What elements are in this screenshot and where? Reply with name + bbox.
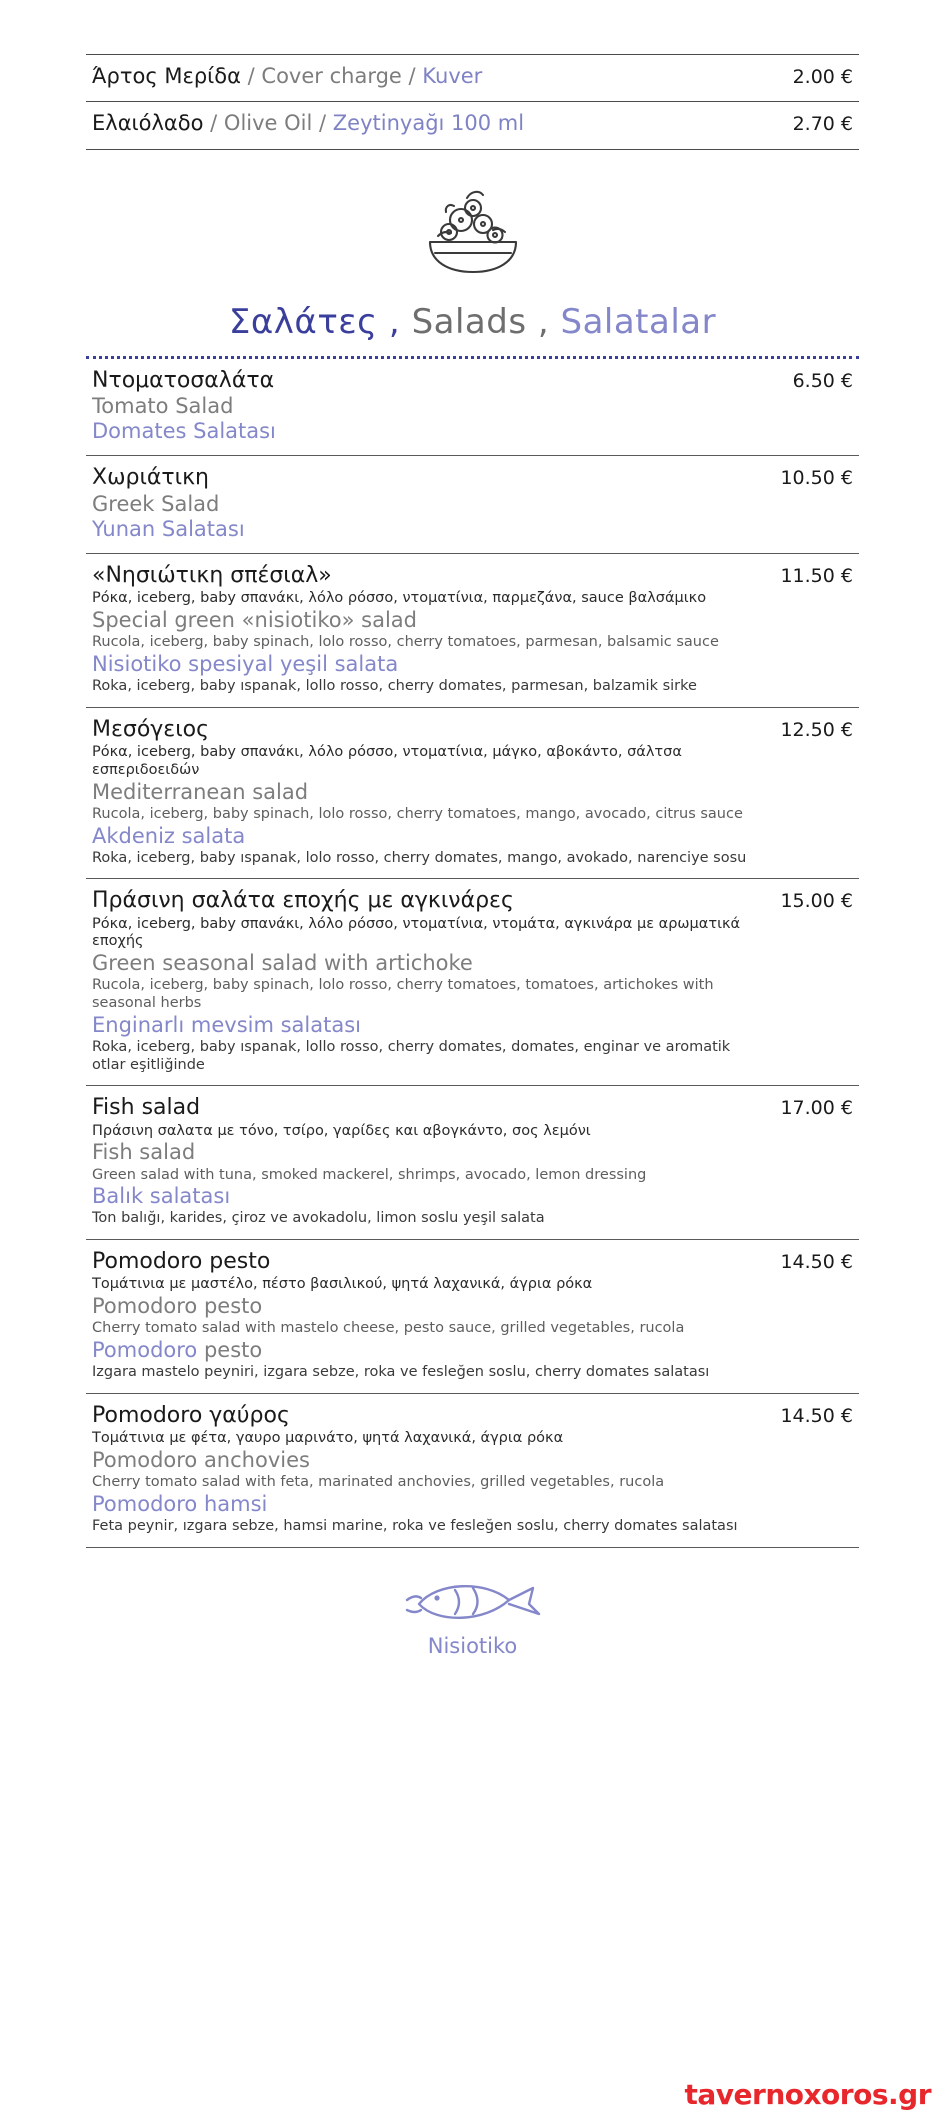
name-separator: / (319, 111, 327, 136)
menu-item-title-english: Green seasonal salad with artichoke (92, 951, 473, 976)
menu-item-desc-turkish: Ton balığı, karides, çiroz ve avokadolu, limon soslu yeşil salata (92, 1210, 545, 1227)
menu-item-price: 14.50 € (780, 1251, 853, 1274)
menu-item-body (92, 465, 780, 542)
menu-item (86, 879, 859, 1086)
menu-item-title-greek: Pomodoro γαύρος (92, 1402, 290, 1428)
menu-item-desc-greek: Πράσινη σαλατα με τόνο, τσίρο, γαρίδες και αβογκάντο, σος λεμόνι (92, 1122, 591, 1139)
menu-item-title-english: Special green «nisiotiko» salad (92, 608, 417, 633)
menu-item-title-english: Pomodoro pesto (92, 1294, 263, 1319)
menu-item-body (92, 1095, 780, 1228)
section-title-english: Salads , (411, 301, 550, 342)
menu-item-price: 12.50 € (780, 718, 853, 741)
menu-item-title-turkish: Yunan Salatası (92, 516, 245, 541)
section-title-turkish: Salatalar (560, 301, 717, 342)
footer (0, 1574, 945, 1658)
menu-item-body (92, 717, 780, 868)
salad-bowl-icon-wrapper (0, 184, 945, 280)
item-name-turkish: Kuver (422, 64, 483, 88)
footer-brand-label: Nisiotiko (427, 1633, 518, 1658)
menu-item-desc-greek: Τομάτινια με φέτα, γαυρο μαρινάτο, ψητά λαχανικά, άγρια ρόκα (92, 1430, 564, 1447)
menu-item-title-turkish: Enginarlı mevsim salatası (92, 1012, 362, 1037)
menu-item-desc-turkish: Roka, iceberg, baby ıspanak, lollo rosso, cherry domates, parmesan, balzamik sirke (92, 678, 697, 695)
item-names (92, 63, 482, 89)
menu-item-desc-english: Rucola, iceberg, baby spinach, lolo rosso, cherry tomatoes, tomatoes, artichokes with seasonal herbs (92, 977, 714, 1012)
menu-item-desc-turkish: Roka, iceberg, baby ıspanak, lolo rosso, cherry domates, mango, avokado, narenciye sosu (92, 849, 747, 866)
menu-item-title-turkish: Nisiotiko spesiyal yeşil salata (92, 651, 399, 676)
salad-bowl-icon (421, 184, 525, 280)
menu-item-title-turkish-word1: Pomodoro (92, 1338, 198, 1363)
menu-item-price: 6.50 € (792, 369, 853, 392)
menu-item-title-greek: Fish salad (92, 1095, 201, 1121)
menu-item-title-english: Tomato Salad (92, 393, 234, 418)
menu-item-body (92, 1403, 780, 1536)
cover-charge-section (86, 54, 859, 150)
menu-item-title-greek: Πράσινη σαλάτα εποχής με αγκινάρες (92, 888, 514, 914)
menu-item-title-greek: «Νησιώτικη σπέσιαλ» (92, 563, 332, 589)
menu-item-title-english: Mediterranean salad (92, 779, 309, 804)
menu-item-desc-greek: Τομάτινια με μαστέλο, πέστο βασιλικού, ψητά λαχανικά, άγρια ρόκα (92, 1276, 593, 1293)
menu-item-title-turkish: Akdeniz salata (92, 823, 246, 848)
menu-item-desc-english: Rucola, iceberg, baby spinach, lolo rosso, cherry tomatoes, mango, avocado, citrus sauce (92, 805, 743, 822)
menu-item-title-greek: Ντοματοσαλάτα (92, 367, 275, 393)
item-name-turkish: Zeytinyağı 100 ml (332, 111, 525, 136)
menu-item-title-turkish-word2: pesto (203, 1338, 263, 1363)
name-separator: / (210, 111, 218, 136)
menu-item-desc-english: Cherry tomato salad with mastelo cheese, pesto sauce, grilled vegetables, rucola (92, 1320, 685, 1337)
menu-row-olive-oil (86, 102, 859, 149)
name-separator: / (247, 64, 255, 88)
menu-item-title-english: Greek Salad (92, 491, 220, 516)
menu-item-desc-greek: Ρόκα, iceberg, baby σπανάκι, λόλο ρόσσο, ντοματίνια, ντομάτα, αγκινάρα με αρωματικά εποχής (92, 915, 741, 950)
menu-item-price: 14.50 € (780, 1404, 853, 1427)
menu-item-title-greek: Pomodoro pesto (92, 1249, 271, 1275)
item-name-english: Olive Oil (223, 111, 313, 136)
menu-item (86, 456, 859, 554)
menu-item-body (92, 563, 780, 696)
menu-item-desc-greek: Ρόκα, iceberg, baby σπανάκι, λόλο ρόσσο, ντοματίνια, μάγκο, αβοκάντο, σάλτσα εσπεριδοειδών (92, 744, 682, 778)
menu-item-title-turkish: Balık salatası (92, 1184, 231, 1209)
item-names (92, 110, 524, 136)
menu-item-body (92, 1249, 780, 1382)
menu-item-price: 10.50 € (780, 467, 853, 490)
menu-item (86, 1394, 859, 1548)
menu-item-body (92, 888, 780, 1074)
menu-items-list (86, 356, 859, 1548)
menu-item-price: 15.00 € (780, 890, 853, 913)
menu-item-desc-english: Cherry tomato salad with feta, marinated anchovies, grilled vegetables, rucola (92, 1474, 665, 1491)
section-title-greek: Σαλάτες , (228, 301, 401, 342)
menu-item-title-greek: Μεσόγειος (92, 716, 210, 742)
item-name-greek: Ελαιόλαδο (92, 111, 204, 136)
watermark: tavernoxoros.gr (684, 2078, 931, 2111)
menu-item (86, 359, 859, 457)
menu-item-title-turkish: Domates Salatası (92, 419, 276, 444)
menu-item-desc-english: Rucola, iceberg, baby spinach, lolo rosso, cherry tomatoes, parmesan, balsamic sauce (92, 634, 719, 651)
menu-item-title-english: Pomodoro anchovies (92, 1448, 310, 1472)
menu-item-title-greek: Χωριάτικη (92, 465, 210, 491)
menu-item-title-turkish (92, 1338, 764, 1363)
item-price: 2.70 € (792, 113, 853, 136)
section-title-salads (0, 302, 945, 342)
menu-item (86, 708, 859, 880)
menu-item (86, 554, 859, 708)
menu-item-title-turkish: Pomodoro hamsi (92, 1491, 268, 1516)
menu-item-title-english: Fish salad (92, 1140, 196, 1165)
menu-item-body (92, 368, 793, 445)
menu-item-desc-turkish: Roka, iceberg, baby ıspanak, lollo rosso, cherry domates, domates, enginar ve aromatik otlar eşitliğinde (92, 1038, 731, 1073)
menu-item-desc-turkish: Feta peynir, ızgara sebze, hamsi marine, roka ve fesleğen soslu, cherry domates salatası (92, 1518, 738, 1535)
item-name-greek: Άρτος Μερίδα (92, 64, 241, 88)
name-separator: / (408, 64, 416, 88)
menu-item (86, 1240, 859, 1394)
menu-item-desc-greek: Ρόκα, iceberg, baby σπανάκι, λόλο ρόσσο, ντοματίνια, παρμεζάνα, sauce βαλσάμικο (92, 590, 707, 607)
fish-icon (393, 1574, 553, 1630)
menu-page (0, 54, 945, 2121)
menu-item-price: 11.50 € (780, 565, 853, 588)
item-name-english: Cover charge (261, 64, 402, 88)
menu-item-desc-turkish: Izgara mastelo peyniri, izgara sebze, roka ve fesleğen soslu, cherry domates salatası (92, 1364, 710, 1381)
item-price: 2.00 € (792, 66, 853, 88)
menu-row-cover-charge (86, 54, 859, 102)
menu-item-desc-english: Green salad with tuna, smoked mackerel, shrimps, avocado, lemon dressing (92, 1166, 647, 1183)
menu-item (86, 1086, 859, 1240)
menu-item-price: 17.00 € (780, 1097, 853, 1120)
